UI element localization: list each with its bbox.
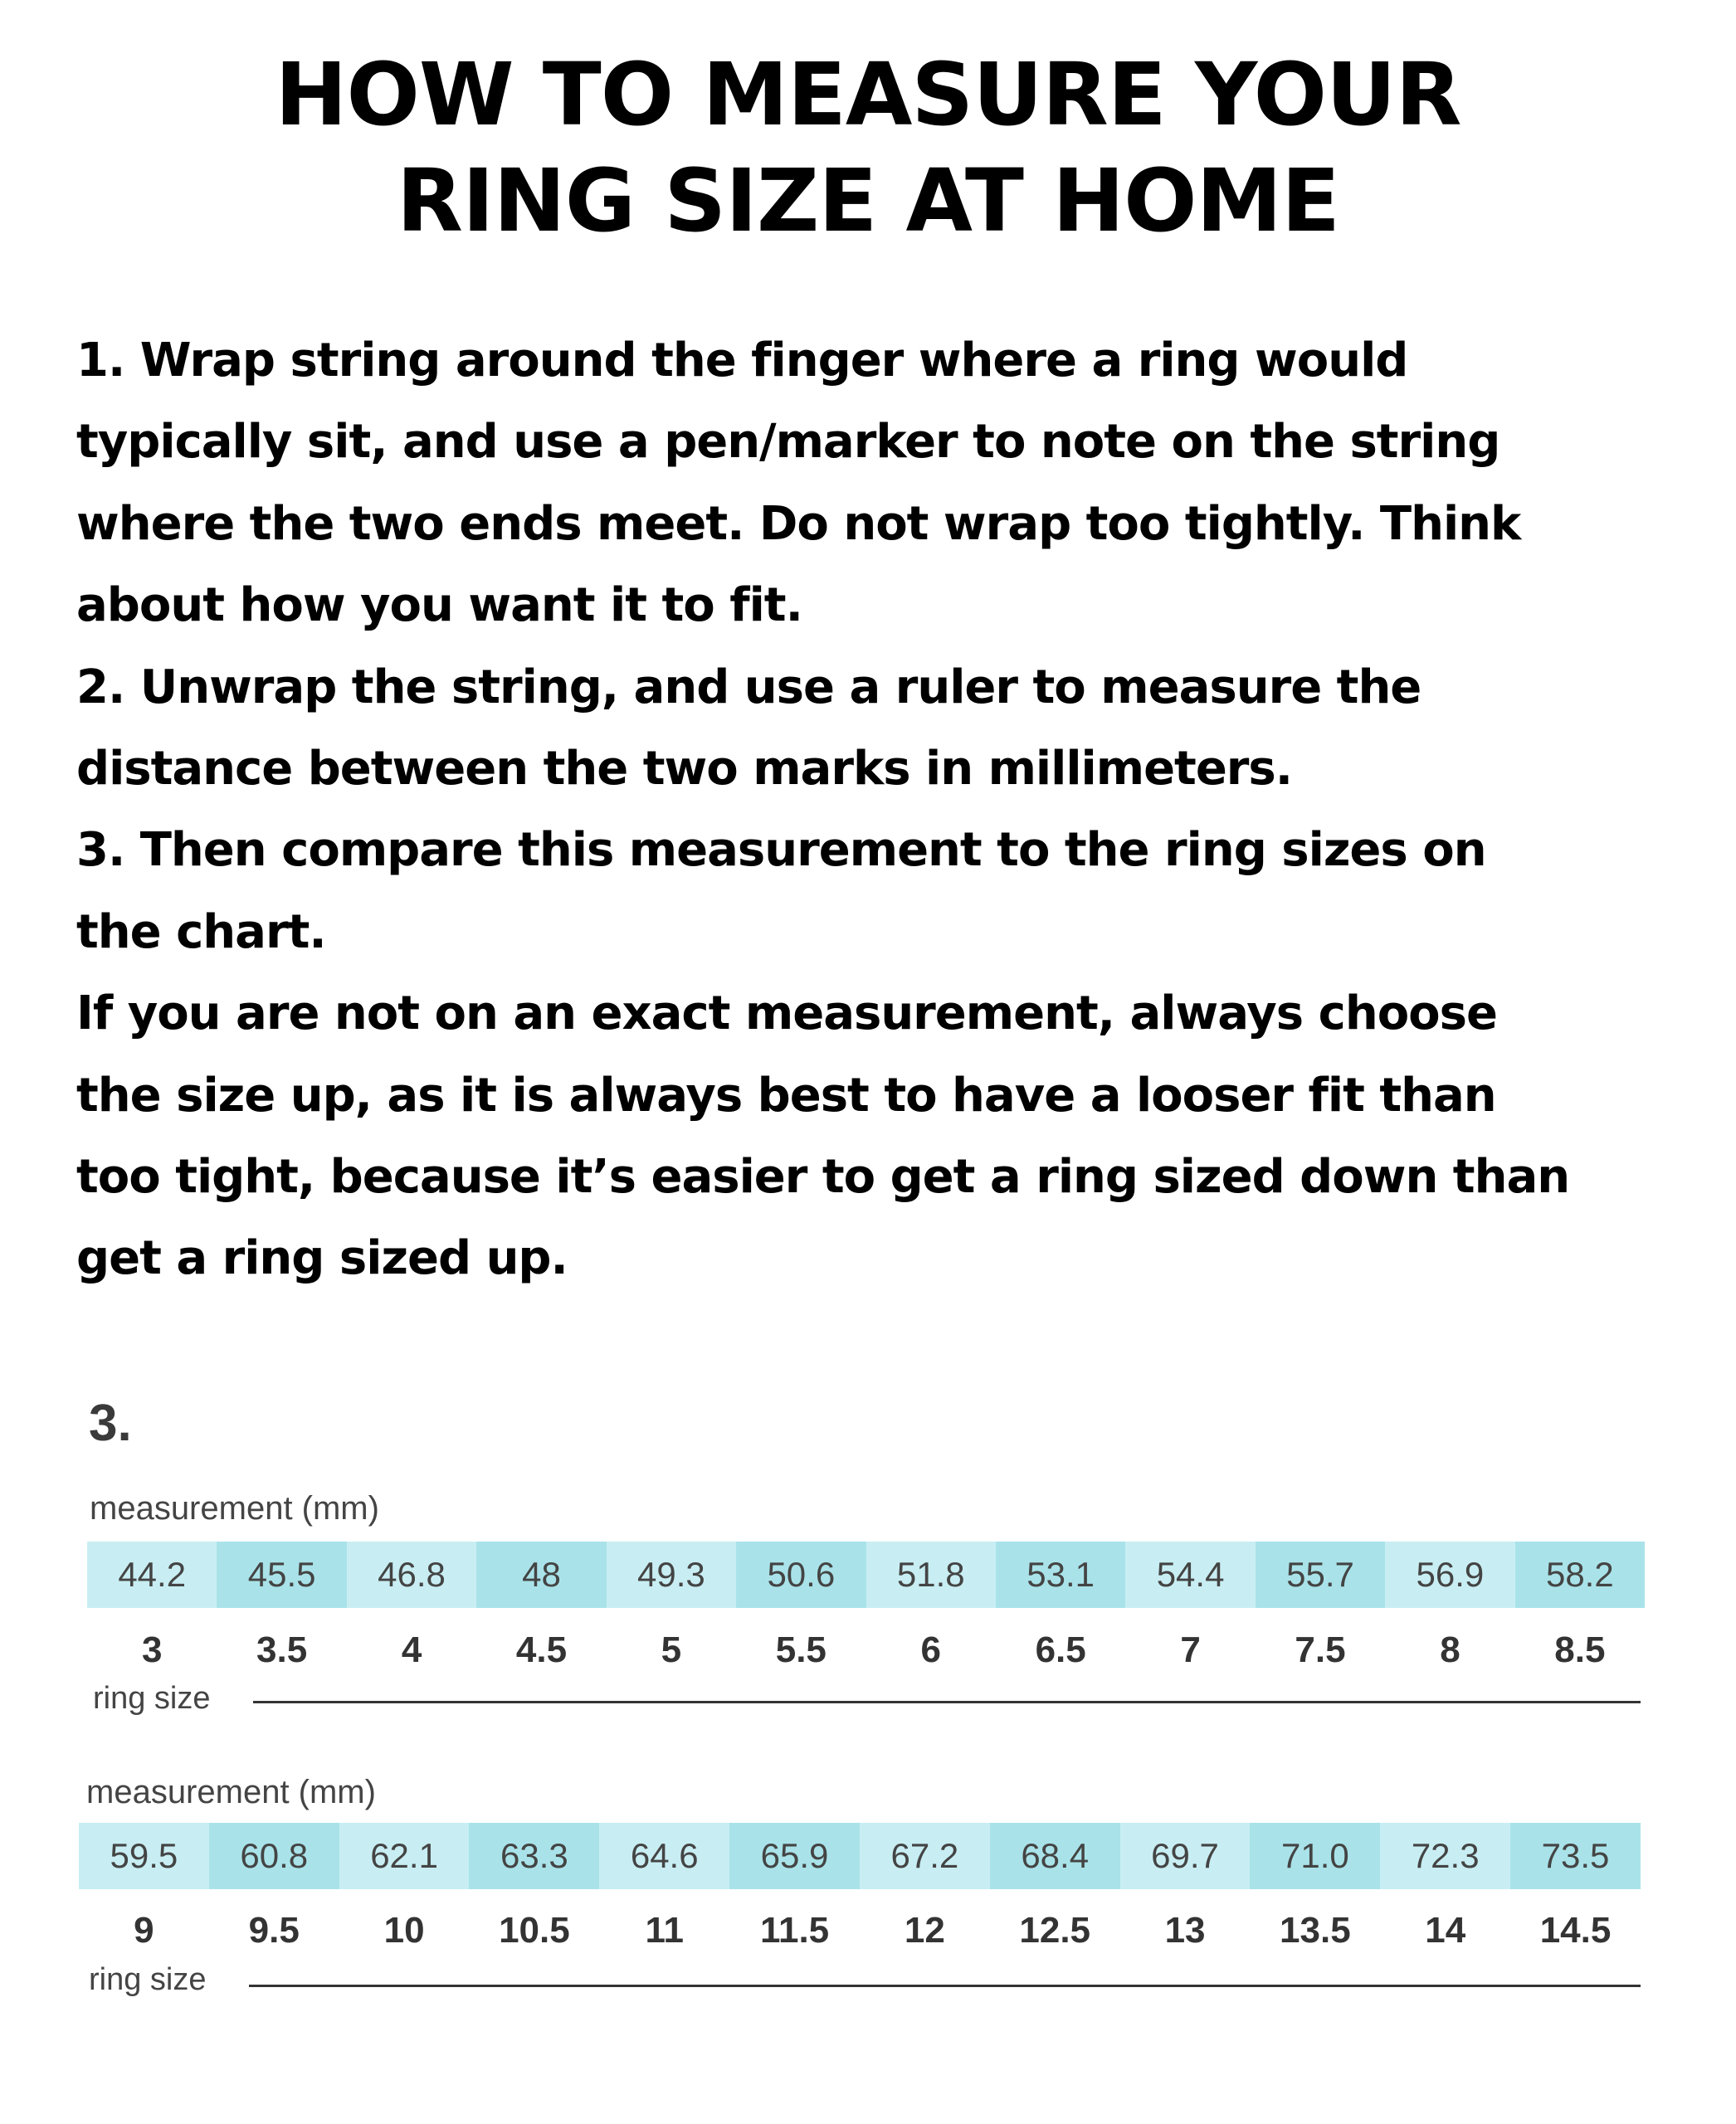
instruction-line: If you are not on an exact measurement, always choose bbox=[76, 986, 1497, 1041]
measurement-cell: 46.8 bbox=[347, 1542, 476, 1608]
ring-size-cell: 7.5 bbox=[1295, 1630, 1346, 1670]
instruction-line: too tight, because it’s easier to get a ring sized down than bbox=[76, 1150, 1570, 1205]
measurement-cell: 53.1 bbox=[996, 1542, 1125, 1608]
ring-size-cell: 13.5 bbox=[1280, 1910, 1351, 1951]
ring-size-label: ring size bbox=[93, 1681, 211, 1716]
measurement-cell: 49.3 bbox=[607, 1542, 736, 1608]
instruction-line: the size up, as it is always best to have a looser fit than bbox=[76, 1068, 1496, 1123]
instruction-line: 1. Wrap string around the finger where a ring would bbox=[76, 334, 1408, 387]
ring-size-cell: 3.5 bbox=[256, 1630, 308, 1670]
instruction-line: 3. Then compare this measurement to the ring sizes on bbox=[76, 823, 1486, 878]
measurement-cell: 51.8 bbox=[866, 1542, 996, 1608]
measurement-label: measurement (mm) bbox=[90, 1490, 379, 1527]
ring-size-cell: 14.5 bbox=[1539, 1910, 1612, 1951]
measurement-cell: 59.5 bbox=[79, 1823, 209, 1889]
measurement-cell: 68.4 bbox=[990, 1823, 1120, 1889]
instruction-line: about how you want it to fit. bbox=[76, 578, 802, 633]
ring-size-cell: 9.5 bbox=[248, 1910, 300, 1951]
ring-size-cell: 10.5 bbox=[499, 1910, 570, 1951]
ring-size-cell: 11 bbox=[645, 1910, 684, 1951]
ring-size-cell: 7 bbox=[1180, 1630, 1201, 1670]
measurement-cell: 60.8 bbox=[209, 1823, 339, 1889]
measurement-cell: 62.1 bbox=[339, 1823, 470, 1889]
measurement-cell: 63.3 bbox=[469, 1823, 599, 1889]
title-line-2: RING SIZE AT HOME bbox=[396, 150, 1340, 251]
measurement-cell: 72.3 bbox=[1380, 1823, 1510, 1889]
measurement-band bbox=[87, 1542, 1645, 1608]
ring-size-cell: 6.5 bbox=[1035, 1630, 1086, 1670]
measurement-cell: 56.9 bbox=[1385, 1542, 1514, 1608]
ring-size-cell: 10 bbox=[383, 1910, 425, 1951]
ring-size-row bbox=[87, 1621, 1645, 1679]
measurement-cell: 44.2 bbox=[87, 1542, 217, 1608]
measurement-cell: 50.6 bbox=[736, 1542, 866, 1608]
instruction-line: 2. Unwrap the string, and use a ruler to measure the bbox=[76, 660, 1421, 714]
ring-size-cell: 12 bbox=[904, 1910, 945, 1951]
instructions bbox=[76, 320, 1695, 1300]
ring-size-cell: 13 bbox=[1164, 1910, 1206, 1951]
measurement-cell: 65.9 bbox=[729, 1823, 860, 1889]
ring-size-label: ring size bbox=[89, 1962, 207, 1997]
step-number: 3. bbox=[89, 1395, 132, 1452]
measurement-cell: 67.2 bbox=[860, 1823, 990, 1889]
measurement-cell: 45.5 bbox=[217, 1542, 346, 1608]
instruction-line: get a ring sized up. bbox=[76, 1231, 568, 1286]
ring-size-cell: 4 bbox=[401, 1630, 422, 1670]
instruction-line: typically sit, and use a pen/marker to note on the string bbox=[76, 415, 1500, 470]
instruction-line: the chart. bbox=[76, 904, 326, 959]
ring-size-rule bbox=[249, 1985, 1641, 1987]
ring-size-cell: 5 bbox=[661, 1630, 682, 1670]
ring-size-cell: 14 bbox=[1425, 1910, 1466, 1951]
measurement-label: measurement (mm) bbox=[86, 1774, 376, 1810]
measurement-cell: 55.7 bbox=[1256, 1542, 1385, 1608]
measurement-band bbox=[79, 1823, 1641, 1889]
measurement-cell: 71.0 bbox=[1250, 1823, 1380, 1889]
ring-size-cell: 11.5 bbox=[759, 1910, 830, 1951]
ring-size-rule bbox=[253, 1701, 1641, 1703]
instruction-line: distance between the two marks in millimeters. bbox=[76, 742, 1293, 796]
ring-size-cell: 12.5 bbox=[1019, 1910, 1091, 1951]
measurement-cell: 69.7 bbox=[1120, 1823, 1251, 1889]
ring-size-row bbox=[79, 1902, 1641, 1960]
measurement-cell: 73.5 bbox=[1510, 1823, 1641, 1889]
ring-size-cell: 9 bbox=[134, 1910, 154, 1951]
page-title bbox=[0, 41, 1736, 254]
title-line-1: HOW TO MEASURE YOUR bbox=[275, 44, 1461, 145]
ring-size-cell: 4.5 bbox=[515, 1630, 568, 1670]
ring-size-cell: 8.5 bbox=[1554, 1630, 1606, 1670]
ring-size-cell: 3 bbox=[141, 1630, 163, 1670]
measurement-cell: 64.6 bbox=[599, 1823, 729, 1889]
measurement-cell: 58.2 bbox=[1515, 1542, 1645, 1608]
ring-size-cell: 6 bbox=[920, 1630, 941, 1670]
measurement-cell: 54.4 bbox=[1125, 1542, 1255, 1608]
ring-size-cell: 8 bbox=[1440, 1630, 1460, 1670]
instruction-line: where the two ends meet. Do not wrap too tightly. Think bbox=[76, 496, 1521, 551]
measurement-cell: 48 bbox=[476, 1542, 606, 1608]
ring-size-cell: 5.5 bbox=[775, 1630, 827, 1670]
